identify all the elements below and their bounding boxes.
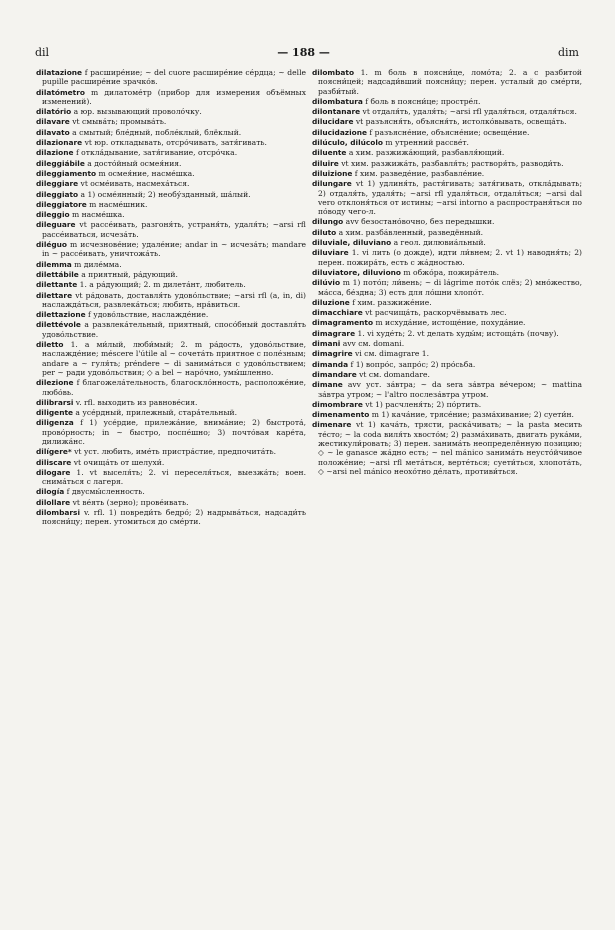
dictionary-entry	[36, 468, 306, 487]
entry-headword: dilettévole	[36, 320, 81, 330]
dictionary-entry	[312, 370, 582, 379]
entry-headword: diliscare	[36, 457, 72, 467]
entry-definition: f откла́дывание, затя́гивание, отсрóчка.	[73, 148, 238, 158]
entry-definition: vt 1) удлиня́ть, растя́гивать; затя́гивать, откла́дывать; 2) отдаля́ть, удаля́ть; ~arsi rfl удаля́ться, отдаля́ться; ~arsi dal vero отклоня́ться от истины; ~arsi intorno a распространя́ться по пóводу чего-л.	[318, 179, 582, 217]
entry-headword: dilombato	[312, 68, 355, 77]
entry-headword: dilucidazione	[312, 127, 367, 137]
entry-definition: avv уст. зáвтра; ~ da sera зáвтра вéчером; ~ mattina зáвтра утром; ~ l'altro послезáвтра утром.	[318, 380, 582, 399]
entry-definition: f удовóльствие, наслаждéние.	[85, 310, 209, 320]
entry-headword: dilombarsi	[36, 508, 80, 518]
dictionary-entry	[36, 310, 306, 319]
dictionary-entry	[312, 308, 582, 317]
dictionary-entry	[36, 117, 306, 126]
dictionary-entry	[36, 447, 306, 456]
entry-definition: f хим. разжижéние.	[349, 297, 432, 307]
entry-definition: avv см. domani.	[340, 339, 405, 349]
entry-definition: a достóйный осмея́ния.	[84, 158, 182, 168]
dictionary-entry	[36, 270, 306, 279]
entry-definition: 1. vt выселя́ть; 2. vi переселя́ться, выезжáть; воен. снимáться с лагеря.	[42, 467, 306, 487]
entry-definition: v. rfl. 1) повреди́ть бедрó; 2) надрывáться, надсади́ть поясни́цу; перен. утомиться до смéрти.	[42, 508, 306, 527]
dictionary-entry	[312, 179, 582, 216]
entry-headword: dilemma	[36, 259, 72, 269]
entry-headword: dimenare	[312, 420, 352, 430]
entry-headword: dilogare	[36, 467, 71, 477]
entry-headword: dilibrarsi	[36, 397, 74, 407]
entry-headword: dilollare	[36, 497, 71, 507]
entry-headword: diluizione	[312, 168, 353, 178]
dictionary-entry	[312, 217, 582, 226]
entry-headword: dilombatura	[312, 96, 363, 106]
entry-headword: dilatazione	[36, 68, 83, 77]
dictionary-entry	[36, 138, 306, 147]
entry-definition: f разъяснéние, объяснéние; освещéние.	[367, 127, 530, 137]
entry-definition: f расширéние; ~ del cuore расширéние сéрдца; ~ delle pupille расширéние зрачкóв.	[42, 68, 306, 87]
entry-definition: m исчезновéние; удалéние; andar in ~ исчезáть; mandare in ~ рассéивать, уничтожáть.	[42, 240, 306, 259]
entry-headword: diluviatore, diluviono	[312, 267, 401, 277]
entry-headword: dilatómetro	[36, 87, 85, 97]
entry-definition: f двусмы́сленность.	[64, 487, 145, 497]
dictionary-entry	[36, 169, 306, 178]
dictionary-entry	[312, 318, 582, 327]
right-column	[312, 68, 582, 918]
entry-headword: dilígere*	[36, 447, 72, 457]
entry-headword: dileggiare	[36, 179, 79, 189]
dictionary-entry	[36, 220, 306, 239]
entry-headword: dilúculo, dilúcolo	[312, 138, 383, 148]
entry-headword: dilezione	[36, 378, 74, 388]
dictionary-entry	[36, 320, 306, 339]
entry-headword: diluire	[312, 158, 339, 168]
entry-definition: vi см. dimagrare 1.	[352, 349, 429, 359]
dictionary-entry	[312, 228, 582, 237]
entry-headword: dilettare	[36, 290, 73, 300]
dictionary-entry	[36, 458, 306, 467]
entry-headword: dimombrare	[312, 399, 363, 409]
entry-definition: vt вéять (зерно); провéивать.	[70, 497, 189, 507]
dictionary-entry	[312, 329, 582, 338]
dictionary-entry	[312, 128, 582, 137]
entry-definition: a хим. разжижáющий, разбавля́ющий.	[346, 148, 505, 158]
entry-definition: f хим. разведéние, разбавлéние.	[352, 168, 485, 178]
dictionary-entry	[36, 128, 306, 137]
dictionary-entry	[36, 498, 306, 507]
entry-headword: dilavato	[36, 127, 70, 137]
right-guide-word: dim	[557, 45, 579, 59]
entry-headword: dileggiato	[36, 189, 79, 199]
entry-definition: m утренний рассвéт.	[382, 138, 469, 148]
entry-headword: dilungare	[312, 179, 352, 189]
entry-definition: a развлекáтельный, приятный, спосóбный доставля́ть удовóльствие.	[42, 320, 306, 339]
left-column	[36, 68, 306, 918]
entry-definition: v. rfl. выходить из равновéсия.	[73, 397, 198, 407]
entry-definition: 1. a рáдующий; 2. m дилетáнт, любитель.	[77, 280, 246, 290]
dictionary-entry	[36, 179, 306, 188]
dictionary-entry	[36, 107, 306, 116]
dictionary-entry	[36, 200, 306, 209]
entry-headword: dimagramento	[312, 318, 374, 328]
dictionary-entry	[36, 159, 306, 168]
entry-headword: diluto	[312, 227, 337, 237]
dictionary-entry	[36, 148, 306, 157]
entry-headword: diligente	[36, 408, 74, 418]
page-number: — 188 —	[277, 45, 330, 59]
entry-definition: f 1) усéрдие, прилежáние, внимáние; 2) быстротá, провóрность; in ~ быстро, поспéшно; 3) почтóвая карéта, дилижáнс.	[42, 418, 306, 446]
dictionary-entry	[36, 210, 306, 219]
entry-headword: dimagrare	[312, 328, 356, 338]
entry-headword: dilazione	[36, 148, 74, 158]
dictionary-entry	[36, 508, 306, 527]
dictionary-entry	[312, 400, 582, 409]
entry-headword: dimane	[312, 380, 343, 390]
entry-definition: m насмéшник.	[86, 199, 148, 209]
entry-headword: dilettante	[36, 280, 78, 290]
entry-definition: vt 1) качáть, трясти, раскáчивать; ~ la pasta месить тéсто; ~ la coda виля́ть хвостóм; 2) размáхивать, двигать рукáми, жестикули́ровать; 3) перен. занимáть неопределённую позицию; ◇ ~ le ganasce жáдно есть; ~ nel mánico занимáть неустóйчивое положéние; ~arsi rfl метáться, вертéться; суети́ться, хлопотáть, ◇ ~arsi nel mánico неохóтно дéлать, противи́ться.	[318, 420, 582, 476]
entry-headword: dileggiábile	[36, 158, 85, 168]
entry-headword: dileggiatore	[36, 199, 87, 209]
entry-definition: m обжóра, пожирáтель.	[401, 267, 500, 277]
entry-headword: diluviale, diluviano	[312, 238, 392, 248]
entry-headword: diletto	[36, 340, 64, 350]
entry-definition: m 1) качáние, трясéние; размáхивание; 2) суети́н.	[369, 410, 574, 420]
entry-definition: vt рассéивать, разгоня́ть, устраня́ть, удаля́ть; ~arsi rfl рассéиваться, исчезáть.	[42, 220, 306, 239]
entry-definition: a приятный, рáдующий.	[78, 269, 178, 279]
entry-definition: vt юр. откладывать, отсрóчивать, затя́гивать.	[82, 138, 267, 148]
entry-definition: avv безостанóвочно, без передышки.	[343, 217, 495, 227]
entry-definition: 1. vi лить (о дожде), идти ли́внем; 2. vt 1) наводня́ть; 2) перен. пожирáть, есть с жáдностью.	[318, 248, 582, 267]
entry-definition: a геол. дилювиáльный.	[391, 238, 486, 248]
dictionary-entry	[312, 159, 582, 168]
entry-definition: 1. vi худéть; 2. vt делать худы́м; истощáть (почву).	[355, 328, 559, 338]
dictionary-entry	[312, 360, 582, 369]
entry-definition: vt разъясня́ть, объясня́ть, истолкóвывать, освещáть.	[353, 117, 567, 127]
entry-definition: a 1) осмéянный; 2) необу́зданный, шáлый.	[78, 189, 251, 199]
entry-definition: vt смывáть; промывáть.	[69, 117, 167, 127]
entry-headword: dimanda	[312, 359, 349, 369]
dictionary-entry	[312, 298, 582, 307]
entry-headword: dimacchiare	[312, 308, 363, 318]
entry-definition: f 1) вопрóс, запрóс; 2) прóсьба.	[348, 359, 476, 369]
entry-definition: f боль в поясни́це; прострéл.	[362, 96, 481, 106]
dictionary-entry	[36, 280, 306, 289]
dictionary-entry	[36, 398, 306, 407]
entry-definition: m исхудáние, истощéние, похудáние.	[373, 318, 526, 328]
dictionary-entry	[36, 378, 306, 397]
entry-headword: diluzione	[312, 297, 350, 307]
dictionary-entry	[312, 238, 582, 247]
dictionary-entry	[312, 148, 582, 157]
entry-definition: m насмéшка.	[69, 210, 125, 220]
entry-headword: dilucidare	[312, 117, 354, 127]
dictionary-entry	[312, 138, 582, 147]
page-header	[35, 44, 579, 60]
entry-headword: dileggiamento	[36, 168, 97, 178]
entry-headword: dilúvio	[312, 278, 341, 288]
dictionary-entry	[312, 268, 582, 277]
dictionary-entry	[36, 291, 306, 310]
entry-definition: f благожелáтельность, благосклóнность, расположéние, любóвь.	[42, 378, 306, 397]
dictionary-entry	[312, 339, 582, 348]
entry-headword: dileggio	[36, 210, 70, 220]
entry-headword: diluente	[312, 148, 347, 158]
dictionary-entry	[312, 107, 582, 116]
entry-definition: vt осмéивать, насмехáться.	[78, 179, 190, 189]
dictionary-entry	[36, 487, 306, 496]
entry-definition: 1. m боль в поясни́це, ломóта; 2. a с разбитой поясни́цей; надсади́вший поясни́цу; перен. усталый до смéрти, разби́тый.	[318, 68, 582, 96]
left-guide-word: dil	[35, 45, 50, 59]
dictionary-entry	[36, 240, 306, 259]
entry-definition: a хим. разбáвленный, разведённый.	[336, 227, 484, 237]
entry-headword: dilungo	[312, 217, 344, 227]
entry-headword: diluviare	[312, 248, 349, 258]
dictionary-entry	[312, 420, 582, 476]
entry-definition: vt рáдовать, доставля́ть удовóльствие; ~arsi rfl (a, in, di) наслаждáться, развлекáться; любить, нрáвиться.	[42, 290, 306, 309]
dictionary-entry	[312, 248, 582, 267]
entry-definition: m 1) потóп; ли́вень; ~ di lágrime потóк слёз; 2) мнóжество, мáсса, бéздна; 3) есть для лóшни хлопóт.	[318, 278, 582, 297]
entry-headword: diléguo	[36, 240, 67, 250]
entry-headword: dimenamento	[312, 410, 370, 420]
entry-definition: vt уст. любить, имéть пристрáстие, предпочитáть.	[71, 447, 277, 457]
entry-headword: dilogía	[36, 487, 65, 497]
entry-headword: dimani	[312, 339, 341, 349]
dictionary-entry	[312, 97, 582, 106]
entry-headword: dilontanare	[312, 107, 361, 117]
entry-headword: dilettábile	[36, 269, 79, 279]
dictionary-entry	[36, 260, 306, 269]
dictionary-entry	[312, 68, 582, 96]
entry-headword: dilatório	[36, 107, 72, 117]
entry-definition: m дилатомéтр (прибор для измерения объёмных изменений).	[42, 87, 306, 106]
dictionary-entry	[36, 190, 306, 199]
entry-definition: m осмея́ние, насмéшка.	[96, 168, 195, 178]
entry-headword: dimandare	[312, 369, 357, 379]
dictionary-entry	[312, 117, 582, 126]
entry-definition: vt очищáть от шелухи́.	[71, 457, 165, 467]
dictionary-entry	[312, 349, 582, 358]
dictionary-entry	[36, 408, 306, 417]
entry-definition: vt см. domandare.	[356, 369, 430, 379]
dictionary-entry	[36, 88, 306, 107]
entry-definition: vt 1) расчленя́ть; 2) пóртить.	[362, 399, 482, 409]
entry-headword: dilavare	[36, 117, 70, 127]
entry-headword: diligenza	[36, 418, 74, 428]
entry-definition: a смытый; блéдный, поблéклый, блёклый.	[69, 127, 242, 137]
entry-definition: m дилéмма.	[71, 259, 122, 269]
dictionary-entry	[312, 278, 582, 297]
dictionary-entry	[312, 410, 582, 419]
entry-definition: vt расчищáть, раскорчёвывать лес.	[362, 308, 507, 318]
entry-headword: dilazionare	[36, 138, 83, 148]
entry-headword: dilettazione	[36, 310, 86, 320]
entry-definition: 1. a ми́лый, люби́мый; 2. m рáдость, удовóльствие, наслаждéние; méscere l'útile al ~ сочетáть приятное с полéзным; andare a ~ гуля́ть; préndere ~ di занимáться с удовóльствием; per ~ ради удовóльствия; ◇ a bel ~ нарóчно, умы́шленно.	[42, 340, 306, 377]
dictionary-entry	[312, 380, 582, 399]
entry-definition: vt хим. разжижáть, разбавля́ть; растворя́ть, разводи́ть.	[338, 158, 564, 168]
dictionary-entry	[36, 68, 306, 87]
dictionary-entry	[36, 418, 306, 446]
entry-definition: vt отдаля́ть, удаля́ть; ~arsi rfl удаля́ться, отдаля́ться.	[360, 107, 577, 117]
entry-headword: dileguare	[36, 220, 76, 230]
entry-definition: a усéрдный, прилежный, стара́тельный.	[73, 408, 238, 418]
dictionary-entry	[36, 340, 306, 377]
entry-definition: a юр. вызывающий проволóчку.	[71, 107, 202, 117]
entry-headword: dimagrire	[312, 349, 353, 359]
dictionary-entry	[312, 169, 582, 178]
